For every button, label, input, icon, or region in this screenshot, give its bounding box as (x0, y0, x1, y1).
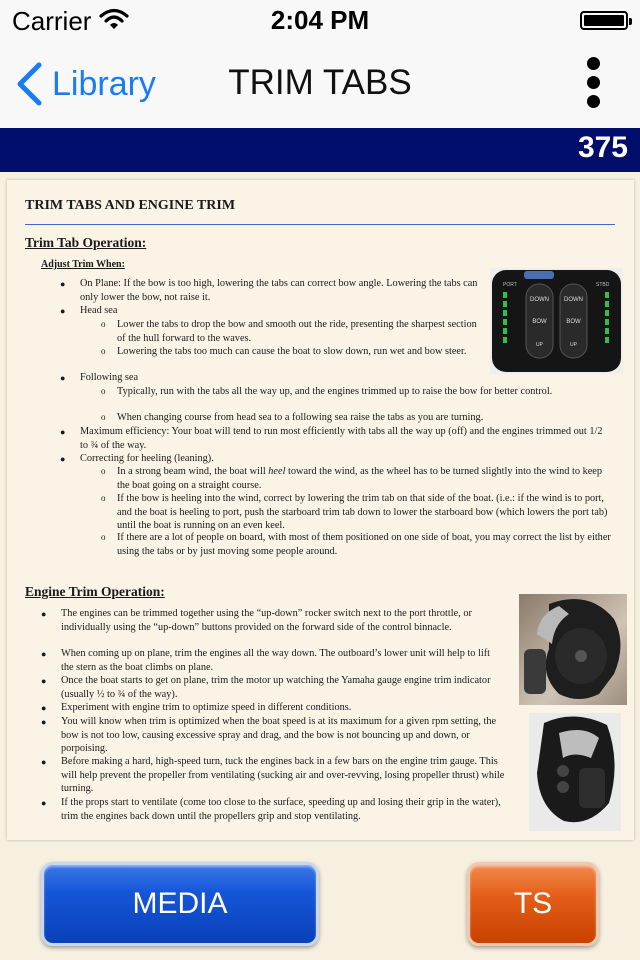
document-title: TRIM TABS AND ENGINE TRIM (25, 198, 236, 213)
svg-text:UP: UP (570, 342, 577, 348)
list-item: ● Head sea (60, 305, 118, 316)
list-item: ● Once the boat starts to get on plane, trim the motor up watching the Yamaha gauge engine trim indicator (usually ½ to ¾ of the way). (41, 675, 491, 700)
ts-button[interactable]: TS (467, 862, 599, 946)
list-item: ● Maximum efficiency: Your boat will tend to run most efficiently with tabs all the way up (off) and the engines trimmed out 1/2 to ¾ of the way. (60, 426, 603, 451)
document-page[interactable] (7, 180, 634, 840)
list-item: o If there are a lot of people on board, with most of them positioned on one side of boat, you may correct the list by either using the tabs or by just moving some people around. (101, 532, 611, 557)
engine-trim-heading: Engine Trim Operation: (25, 584, 165, 599)
page-title: TRIM TABS (228, 63, 412, 102)
list-item: o Typically, run with the tabs all the way up, and the engines trimmed up to raise the bow for better control. (101, 386, 553, 397)
battery-icon (580, 11, 628, 30)
list-item: ● Correcting for heeling (leaning). (60, 453, 214, 464)
back-label: Library (52, 64, 156, 103)
bottom-toolbar (0, 842, 640, 960)
carrier-label: Carrier (12, 6, 92, 36)
list-item: o In a strong beam wind, the boat will heel toward the wind, as the wheel has to be turned slightly into the wind to keep the boat going on a straight course. (101, 466, 603, 491)
trim-tab-control-image (490, 268, 623, 374)
svg-text:DOWN: DOWN (530, 297, 549, 303)
adjust-trim-heading: Adjust Trim When: (41, 259, 125, 270)
list-item: ● The engines can be trimmed together using the “up-down” rocker switch next to the port throttle, or individually using the “up-down” buttons provided on the forward side of the control binnacle. (41, 608, 472, 633)
svg-text:UP: UP (536, 342, 543, 348)
list-item: ● When coming up on plane, trim the engines all the way down. The outboard’s lower unit will help to lift the stern as the boat climbs on plane. (41, 648, 491, 673)
svg-text:BOW: BOW (566, 319, 581, 325)
throttle-control-image (519, 594, 627, 705)
status-bar (0, 0, 640, 40)
list-item: ● Before making a hard, high-speed turn, tuck the engines back in a few bars on the engine trim gauge. This will help prevent the propeller from ventilating (sucking air and over-revving, losing propeller thrust) while turning. (41, 756, 505, 794)
list-item: ● Following sea (60, 372, 139, 383)
title-divider (25, 224, 615, 225)
binnacle-control-image (529, 713, 621, 831)
status-time: 2:04 PM (270, 5, 370, 35)
trim-tab-heading: Trim Tab Operation: (25, 235, 147, 250)
list-item: o When changing course from head sea to a following sea raise the tabs as you are turning. (101, 412, 484, 423)
list-item: o Lowering the tabs too much can cause the boat to slow down, run wet and bow steer. (101, 346, 467, 357)
list-item: ● You will know when trim is optimized when the boat speed is at its maximum for a given rpm setting, the bow is not too low, causing excessive spray and drag, and the bow is not bouncing up and down, or porpoising. (41, 716, 497, 754)
list-item: ● Experiment with engine trim to optimize speed in different conditions. (41, 702, 352, 713)
media-button[interactable]: MEDIA (41, 862, 319, 946)
svg-text:PORT: PORT (503, 282, 517, 288)
page-number-bar (0, 128, 640, 172)
list-item: ● If the props start to ventilate (come too close to the surface, speeding up and losing their grip in the water), trim the engines back down until the propellers grip and stop ventilating. (41, 797, 501, 822)
list-item: ● On Plane: If the bow is too high, lowering the tabs can correct bow angle. Lowering the tabs can only lower the bow, not raise it. (60, 278, 478, 303)
svg-text:STBD: STBD (596, 282, 610, 288)
more-options-icon[interactable] (578, 54, 610, 112)
list-item: o Lower the tabs to drop the bow and smooth out the ride, presenting the sharpest section of the hull forward to the waves. (101, 319, 477, 344)
svg-text:BOW: BOW (532, 319, 547, 325)
svg-text:DOWN: DOWN (564, 297, 583, 303)
page-number: 375 (577, 131, 628, 164)
list-item: o If the bow is heeling into the wind, correct by lowering the trim tab on that side of the boat. (i.e.: if the wind is to port, and the boat is heeling to port, push the starboard trim tab down to lower the starboard bow (which lowers the port tab) until the boat is running on an even keel. (101, 493, 608, 531)
nav-bar (0, 40, 640, 128)
